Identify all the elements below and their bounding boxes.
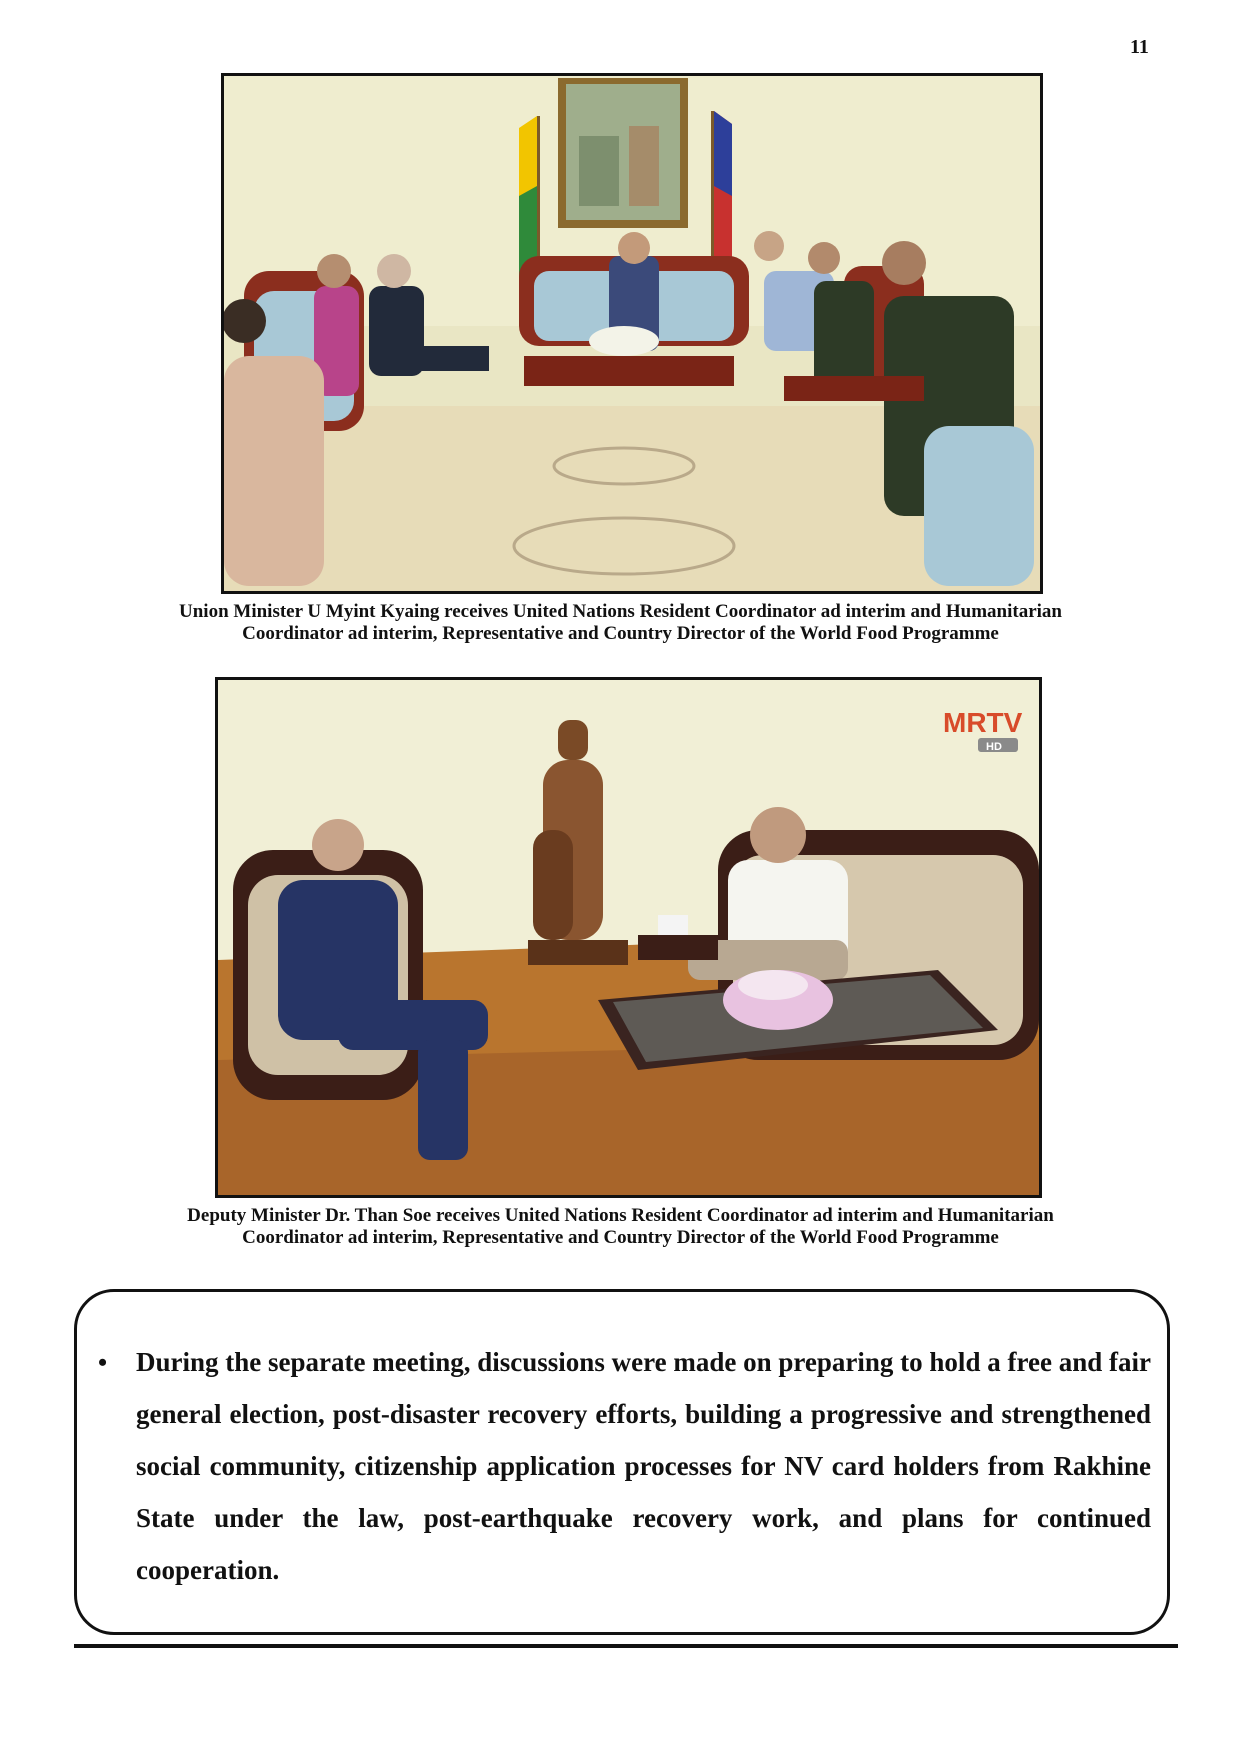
summary-box — [74, 1289, 1170, 1635]
bottom-divider — [74, 1644, 1178, 1648]
caption-line: Coordinator ad interim, Representative and Country Director of the World Food Programme — [242, 1227, 999, 1248]
meeting-scene-illustration — [218, 680, 1039, 1195]
caption-line: Coordinator ad interim, Representative and Country Director of the World Food Programme — [242, 623, 999, 644]
page-number: 11 — [1130, 36, 1149, 58]
meeting-photo-union-minister — [221, 73, 1043, 594]
mrtv-watermark: MRTV — [943, 707, 1023, 738]
photo-caption-union-minister — [100, 601, 1141, 645]
meeting-photo-deputy-minister — [215, 677, 1042, 1198]
bullet-icon: • — [98, 1348, 108, 1377]
photo-caption-deputy-minister — [100, 1205, 1141, 1249]
caption-line: Deputy Minister Dr. Than Soe receives United Nations Resident Coordinator ad interim and Humanitarian — [187, 1205, 1054, 1226]
caption-line: Union Minister U Myint Kyaing receives United Nations Resident Coordinator ad interim and Humanitarian — [179, 601, 1062, 622]
hd-badge: HD — [986, 741, 1002, 753]
summary-text: During the separate meeting, discussions were made on preparing to hold a free and fair general election, post-disaster recovery efforts, building a progressive and strengthened social community, citizenship application processes for NV card holders from Rakhine State under the law, post-earthquake recovery work, and plans for continued cooperation. — [136, 1347, 1151, 1585]
meeting-room-illustration — [224, 76, 1040, 591]
